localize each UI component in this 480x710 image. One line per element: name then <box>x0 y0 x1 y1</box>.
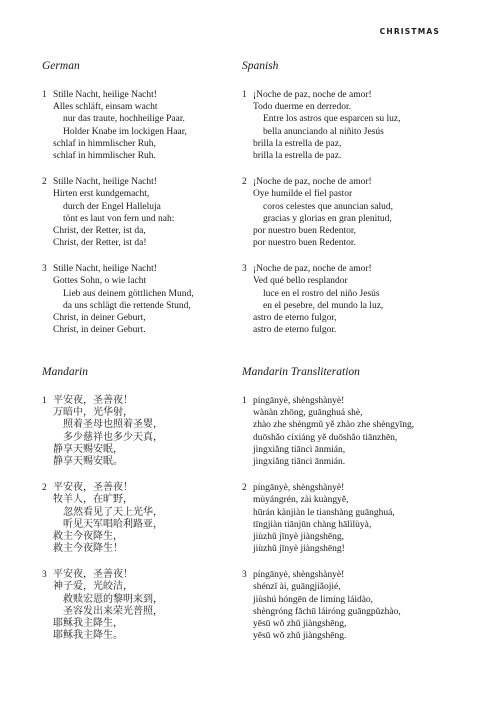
verse-line: 照着圣母也照着圣婴， <box>63 419 163 431</box>
verse-line: por nuestro buen Redentor, <box>253 225 357 236</box>
verse-line: da uns schlägt die rettende Stund, <box>63 300 191 311</box>
verse-list <box>242 89 442 336</box>
verse-line: Lieb aus deinem göttlichen Mund, <box>63 288 194 299</box>
verse-line: 耶稣我主降生。 <box>53 630 123 642</box>
verse-line: zhào zhe shèngmǔ yě zhào zhe shèngyīng, <box>253 420 415 431</box>
mandarin-block <box>42 364 242 656</box>
language-heading: Mandarin Transliteration <box>242 366 360 378</box>
verse-line: brilla la estrella de paz, <box>253 138 342 149</box>
verse-list <box>42 395 242 642</box>
verse-line: astro de eterno fulgor. <box>253 325 337 336</box>
verse-line: Entre los astros que esparcen su luz, <box>263 114 401 125</box>
verse-line: 圣容发出来荣光普照， <box>63 605 163 617</box>
verse-line: Ved qué bello resplandor <box>253 276 348 287</box>
verse-line: jiùshú hóngēn de límíng láidào, <box>253 594 374 605</box>
verse-line: en el pesebre, del mundo la luz, <box>263 300 384 311</box>
verse-line: nur das traute, hochheilige Paar. <box>63 114 185 125</box>
verse-line: 牧羊人，在旷野， <box>53 494 133 506</box>
verse <box>42 263 242 336</box>
verse-line: gracias y glorias en gran plenitud, <box>263 213 392 224</box>
verse-line: Stille Nacht, heilige Nacht! <box>53 90 157 100</box>
verse-line: 神子爱，光皎洁， <box>53 581 133 593</box>
verse-line: jìngxiǎng tiāncì ānmián. <box>253 456 346 467</box>
verse-line: jìngxiǎng tiāncì ānmián, <box>253 444 346 455</box>
verse-line: mùyángrén, zài kuàngyě, <box>253 495 349 506</box>
verse-line: 耶稣我主降生， <box>53 618 123 629</box>
verse-line: ¡Noche de paz, noche de amor! <box>253 177 372 188</box>
language-heading: Spanish <box>242 60 279 72</box>
verse-line: Christ, in deiner Geburt, <box>53 313 146 323</box>
verse-line: bella anunciando al niñito Jesús <box>263 126 384 137</box>
verse-number: 3 <box>242 264 247 275</box>
german-block <box>42 58 242 350</box>
verse <box>42 482 242 555</box>
spanish-block <box>242 58 442 350</box>
verse-line: píngānyè, shèngshànyè! <box>253 570 345 581</box>
verse-line: 万暗中，光华射， <box>53 407 133 419</box>
verse-line: wànàn zhōng, guānghuá shè, <box>253 408 363 419</box>
verse-line: 救主今夜降生！ <box>53 543 123 555</box>
language-heading: German <box>42 60 80 72</box>
verse <box>242 263 442 336</box>
verse-number: 1 <box>42 90 47 100</box>
verse-line: jiùzhǔ jīnyè jiàngshēng! <box>253 544 345 555</box>
verse-line: shèngróng fāchū láiróng guāngpǔzhào, <box>253 606 401 617</box>
verse-line: por nuestro buen Redentor. <box>253 238 356 249</box>
verse-line: Christ, der Retter, ist da! <box>53 238 147 249</box>
verse-line: 救赎宏恩的黎明来到， <box>63 593 163 605</box>
verse-number: 2 <box>242 483 247 494</box>
verse-line: hūrán kànjiàn le tianshàng guānghuá, <box>253 507 395 518</box>
verse-line: Stille Nacht, heilige Nacht! <box>53 264 157 275</box>
verse-line: 忽然看见了天上光华， <box>63 506 163 518</box>
verse-number: 1 <box>242 396 247 406</box>
verse-list <box>42 89 242 336</box>
verse-line: 听见天军唱哈利路亚， <box>63 518 163 530</box>
verse-line: tönt es laut von fern und nah: <box>63 213 175 224</box>
verse-line: duōshǎo cíxiáng yě duōshǎo tiānzhēn, <box>253 432 398 443</box>
verse-number: 2 <box>42 177 47 188</box>
verse-line: 平安夜，圣善夜！ <box>53 482 133 494</box>
verse-line: schlaf in himmlischer Ruh, <box>53 138 156 149</box>
verse <box>242 482 442 555</box>
verse <box>242 395 442 468</box>
verse <box>42 89 242 162</box>
verse <box>42 395 242 468</box>
verse-line: 多少慈祥也多少天真， <box>63 431 163 443</box>
verse <box>42 569 242 642</box>
verse-line: 平安夜，圣善夜！ <box>53 569 133 581</box>
verse-list <box>242 395 442 642</box>
language-heading: Mandarin <box>42 366 88 378</box>
verse-line: 救主今夜降生， <box>53 530 123 542</box>
verse-line: Christ, der Retter, ist da, <box>53 225 146 236</box>
verse-line: Christ, in deiner Geburt. <box>53 325 146 336</box>
mandarin-transliteration-block <box>242 364 442 656</box>
verse-line: tīngjiàn tiānjūn chàng hālìlùyà, <box>253 519 372 530</box>
verse-line: píngānyè, shèngshànyè! <box>253 483 345 494</box>
verse-line: coros celestes que anuncian salud, <box>263 201 394 212</box>
verse-number: 3 <box>42 570 47 581</box>
verse-number: 1 <box>242 90 247 100</box>
verse-line: 平安夜，圣善夜！ <box>53 395 133 406</box>
verse <box>242 176 442 249</box>
verse-line: luce en el rostro del niño Jesús <box>263 288 380 299</box>
verse-line: Oye humilde el fiel pastor <box>253 189 353 200</box>
verse-line: jiùzhǔ jīnyè jiàngshēng, <box>253 531 345 542</box>
verse-line: 静享天赐安眠。 <box>53 455 123 467</box>
verse-line: Todo duerme en derredor. <box>253 102 351 113</box>
verse-line: ¡Noche de paz, noche de amor! <box>253 264 372 275</box>
verse-line: 静享天赐安眠， <box>53 443 123 455</box>
verse-line: yēsū wǒ zhǔ jiàngshēng. <box>253 631 347 642</box>
verse-number: 1 <box>42 396 47 406</box>
verse-line: Hirten erst kundgemacht, <box>53 189 150 200</box>
verse-number: 3 <box>242 570 247 581</box>
verse-line: píngānyè, shèngshànyè! <box>253 396 345 406</box>
verse-line: Stille Nacht, heilige Nacht! <box>53 177 157 188</box>
verse-line: Holder Knabe im lockigen Haar, <box>63 126 187 137</box>
verse-line: astro de eterno fulgor, <box>253 313 337 323</box>
running-header: CHRISTMAS <box>379 27 440 36</box>
verse-number: 2 <box>42 483 47 494</box>
verse-line: schlaf in himmlischer Ruh. <box>53 150 156 161</box>
verse-line: brilla la estrella de paz. <box>253 150 342 161</box>
verse-line: Gottes Sohn, o wie lacht <box>53 276 147 287</box>
verse <box>42 176 242 249</box>
verse <box>242 89 442 162</box>
verse-line: ¡Noche de paz, noche de amor! <box>253 90 372 100</box>
verse-number: 3 <box>42 264 47 275</box>
verse-line: Alles schläft, einsam wacht <box>53 102 158 113</box>
verse-line: durch der Engel Halleluja <box>63 201 161 212</box>
verse <box>242 569 442 642</box>
verse-line: shénzǐ ài, guāngjiǎojié, <box>253 582 341 593</box>
verse-line: yēsū wǒ zhǔ jiàngshēng, <box>253 619 347 629</box>
verse-number: 2 <box>242 177 247 188</box>
